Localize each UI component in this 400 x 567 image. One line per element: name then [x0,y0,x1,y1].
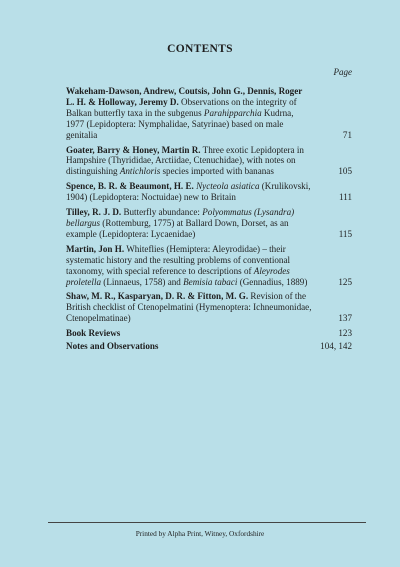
entry-title: Whiteflies (Hemiptera: Aleyrodidae) – their systematic history and the resulting problems of conventional taxonomy, with special reference to descriptions of [66,243,291,276]
printer-footer: Printed by Alpha Print, Witney, Oxfordshire [135,529,265,538]
entry-taxon: Parahipparchia [203,107,262,118]
entry-page: 111 [339,192,352,203]
entry-taxon-2: Bemisia tabaci [183,276,238,287]
contents-list [66,86,352,354]
footer-rule [48,522,366,523]
entry-authors: Martin, Jon H. [66,243,125,254]
entry-authors: Book Reviews [66,328,121,339]
entry-title: Revision of the British checklist of Ctenopelmatini (Hymenoptera: Ichneumonidae, Ctenopelmatinae) [66,291,312,324]
entry-taxon: Polyommatus (Lysandra) bellargus [66,207,295,228]
entry-taxon: Antichloris [119,166,161,177]
page-column-label: Page [333,67,352,77]
contents-entry [66,328,352,339]
page-title: CONTENTS [167,43,233,55]
entry-title: Butterfly abundance: [121,207,203,218]
entry-page: 137 [338,313,352,324]
entry-authors: Wakeham-Dawson, Andrew, Coutsis, John G., Dennis, Roger L. H. & Holloway, Jeremy D. [66,86,303,107]
contents-entry [66,207,352,240]
entry-page: 125 [338,276,352,287]
entry-title-cont: (Rottemburg, 1775) at Ballard Down, Dorset, as an example (Lepidoptera: Lycaenidae) [66,217,289,239]
entry-page: 123 [338,328,352,339]
entry-taxon: Nycteola asiatica [196,181,260,192]
entry-authors: Spence, B. R. & Beaumont, H. E. [66,181,194,192]
contents-entry [66,145,352,178]
entry-title-cont: (Krulikovski, 1904) (Lepidoptera: Noctuidae) new to Britain [66,181,311,203]
contents-entry [66,244,352,288]
entry-title: Observations on the integrity of Balkan butterfly taxa in the subgenus [66,96,297,118]
entry-title-cont: (Linnaeus, 1758) and [101,276,184,287]
entry-page: 105 [338,166,352,177]
entry-title-cont: species imported with bananas [160,166,274,177]
entry-title-end: (Gennadius, 1889) [237,276,308,287]
entry-authors: Shaw, M. R., Kasparyan, D. R. & Fitton, M. G. [66,291,249,302]
entry-page: 104, 142 [320,341,352,352]
contents-entry [66,86,352,141]
entry-page: 115 [338,228,352,239]
entry-page: 71 [342,129,352,140]
contents-entry [66,341,352,352]
entry-authors: Goater, Barry & Honey, Martin R. [66,144,201,155]
entry-authors: Notes and Observations [66,341,159,352]
entry-taxon: Aleyrodes proletella [66,265,290,287]
entry-authors: Tilley, R. J. D. [66,207,122,218]
contents-entry [66,291,352,324]
entry-title-cont: Kudrna, 1977 (Lepidoptera: Nymphalidae, Satyrinae) based on male genitalia [66,107,294,140]
contents-entry [66,181,352,203]
entry-title: Three exotic Lepidoptera in Hampshire (Thyrididae, Arctiidae, Ctenuchidae), with notes on distinguishing [66,144,304,177]
